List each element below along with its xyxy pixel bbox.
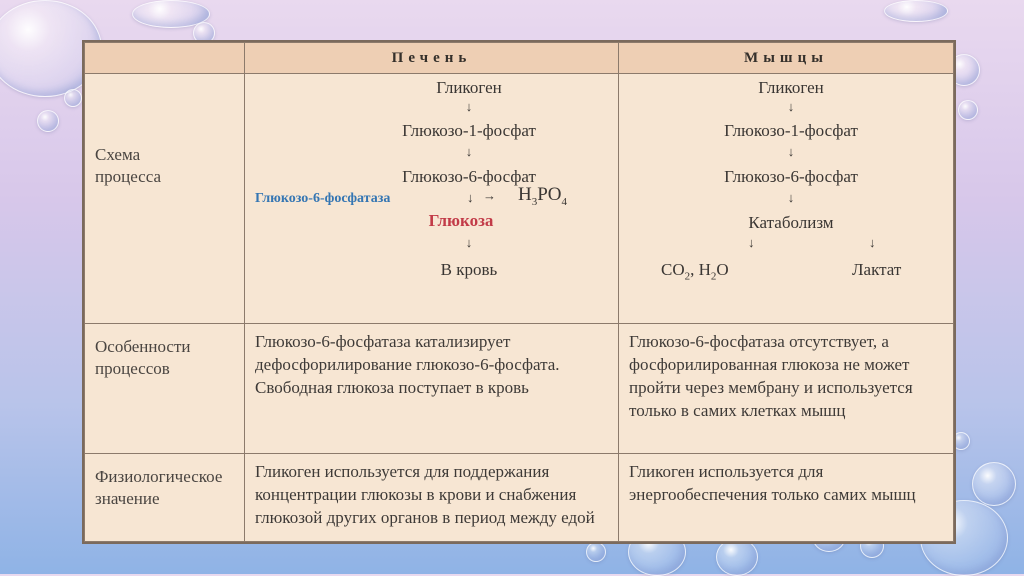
muscle-glycogen: Гликоген: [758, 78, 824, 97]
muscle-glucose-1-phosphate: Глюкозо-1-фосфат: [724, 121, 858, 140]
arrow-down-icon: ↓: [787, 99, 795, 114]
liver-scheme-cell: [245, 74, 619, 324]
muscle-physiology-text: Гликоген используется для энергообеспечения только самих мышц: [619, 454, 954, 542]
po-subscript: 4: [561, 195, 568, 208]
bubble-decoration: [958, 100, 978, 120]
bubble-decoration: [884, 0, 948, 22]
h-symbol: H: [518, 184, 532, 205]
row-label-physiology-text: Физиологическое значение: [95, 467, 223, 509]
row-label-physiology: [85, 454, 245, 542]
muscle-scheme: [619, 74, 953, 290]
table-row-scheme: [85, 74, 954, 324]
arrow-down-icon: ↓: [467, 190, 474, 205]
h-subscript: 3: [531, 195, 538, 208]
row-label-features-text: Особенности процессов: [95, 337, 191, 379]
header-muscle: Мышцы: [619, 43, 954, 74]
bubble-decoration: [37, 110, 59, 132]
liver-scheme: [245, 74, 618, 290]
lactate-label: Лактат: [852, 260, 902, 279]
h2o-subscript: 2: [710, 270, 717, 283]
to-blood-label: В кровь: [440, 260, 498, 279]
enzyme-label: Глюкозо-6-фосфатаза: [255, 191, 391, 206]
row-label-scheme-text: Схема процесса: [95, 145, 162, 186]
liver-glycogen: Гликоген: [436, 78, 502, 97]
bubble-decoration: [64, 89, 82, 107]
liver-physiology-text: Гликоген используется для поддержания концентрации глюкозы в крови и снабжения глюкозой других органов в период между едой: [245, 454, 619, 542]
co-symbol: CO: [661, 260, 685, 279]
bubble-decoration: [972, 462, 1016, 506]
row-label-features: [85, 324, 245, 454]
muscle-features-text: Глюкозо-6-фосфатаза отсутствует, а фосфорилированная глюкоза не может пройти через мембрану и используется только в самих клетках мышц: [619, 324, 954, 454]
header-empty: [85, 43, 245, 74]
muscle-glucose-6-phosphate: Глюкозо-6-фосфат: [724, 167, 858, 186]
liver-glucose-6-phosphate: Глюкозо-6-фосфат: [402, 167, 536, 186]
comparison-table: [84, 42, 954, 542]
muscle-scheme-cell: [619, 74, 954, 324]
comparison-table-card: [82, 40, 956, 544]
h2o-suffix: O: [716, 260, 729, 279]
arrow-down-icon: ↓: [465, 99, 473, 114]
header-liver: Печень: [245, 43, 619, 74]
arrow-down-icon: ↓: [787, 144, 795, 159]
glucose-label: Глюкоза: [428, 211, 494, 230]
liver-features-text: Глюкозо-6-фосфатаза катализирует дефосфорилирование глюкозо-6-фосфата. Свободная глюкоза поступает в кровь: [245, 324, 619, 454]
arrow-down-icon: ↓: [465, 235, 473, 250]
phosphoric-acid-label: [518, 184, 567, 208]
liver-glucose-1-phosphate: Глюкозо-1-фосфат: [402, 121, 536, 140]
arrow-down-icon: ↓: [465, 144, 473, 159]
arrow-down-icon: ↓: [748, 235, 755, 250]
table-row-physiology: [85, 454, 954, 542]
table-row-features: [85, 324, 954, 454]
co-subscript: 2: [684, 270, 691, 283]
co2-h2o-label: [661, 260, 729, 282]
arrow-down-icon: ↓: [787, 190, 795, 205]
table-header-row: [85, 43, 954, 74]
catabolism-label: Катаболизм: [748, 213, 834, 232]
bubble-decoration: [586, 542, 606, 562]
row-label-scheme: [85, 74, 245, 324]
arrow-right-icon: →: [483, 188, 496, 203]
po-symbol: PO: [537, 184, 562, 205]
h2o-prefix: , H: [690, 260, 711, 279]
arrow-down-icon: ↓: [869, 235, 876, 250]
